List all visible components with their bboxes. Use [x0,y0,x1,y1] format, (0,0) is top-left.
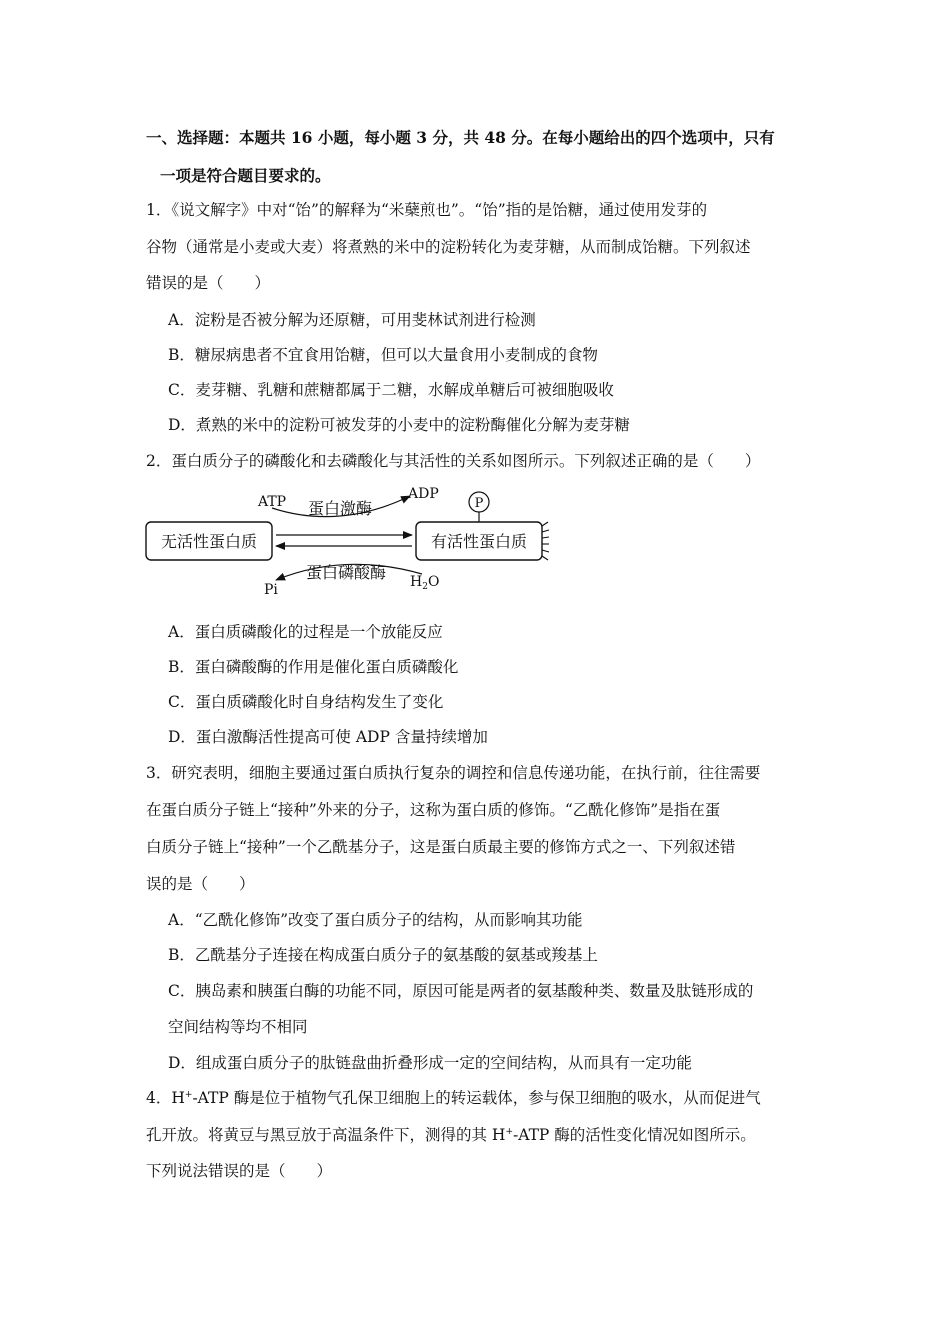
q3-stem-line3: 白质分子链上“接种”一个乙酰基分子，这是蛋白质最主要的修饰方式之一、下列叙述错 [146,838,736,856]
q4-stem-line3: 下列说法错误的是（ ） [146,1162,333,1180]
q3-stem-line1: 3．研究表明，细胞主要通过蛋白质执行复杂的调控和信息传递功能，在执行前，往往需要 [146,764,761,782]
section-header-line1: 一、选择题：本题共 16 小题，每小题 3 分，共 48 分。在每小题给出的四个选项中，只有 [146,128,775,147]
q4-stem-line2: 孔开放。将黄豆与黑豆放于高温条件下，测得的其 H+-ATP 酶的活性变化情况如图所示。 [146,1126,756,1144]
q1-option-b: B．糖尿病患者不宜食用饴糖，但可以大量食用小麦制成的食物 [168,346,598,364]
q2-option-b: B．蛋白磷酸酶的作用是催化蛋白质磷酸化 [168,658,459,676]
inactive-protein-label: 无活性蛋白质 [160,532,258,551]
kinase-label: 蛋白激酶 [308,499,373,518]
q1-option-d: D．煮熟的米中的淀粉可被发芽的小麦中的淀粉酶催化分解为麦芽糖 [168,416,630,434]
q1-stem-line1: 1．《说文解字》中对“饴”的解释为“米蘖煎也”。“饴”指的是饴糖，通过使用发芽的 [146,201,708,219]
q3-option-c-cont: 空间结构等均不相同 [168,1018,308,1036]
q1-option-a: A．淀粉是否被分解为还原糖，可用斐林试剂进行检测 [168,311,536,329]
q4-stem-line1: 4．H+-ATP 酶是位于植物气孔保卫细胞上的转运载体，参与保卫细胞的吸水，从而促进气 [146,1089,761,1107]
atp-label: ATP [258,494,287,510]
q2-stem: 2．蛋白质分子的磷酸化和去磷酸化与其活性的关系如图所示。下列叙述正确的是（ ） [146,452,761,470]
q3-option-d: D．组成蛋白质分子的肽链盘曲折叠形成一定的空间结构，从而具有一定功能 [168,1054,692,1072]
q1-stem-line3: 错误的是（ ） [146,274,271,292]
phosphatase-label: 蛋白磷酸酶 [306,563,387,582]
q2-option-d: D．蛋白激酶活性提高可使 ADP 含量持续增加 [168,728,488,746]
pi-label: Pi [264,582,278,598]
q2-option-c: C．蛋白质磷酸化时自身结构发生了变化 [168,693,444,711]
q3-stem-line4: 误的是（ ） [146,875,255,893]
phosphate-label: P [474,496,484,511]
active-protein-label: 有活性蛋白质 [430,532,528,551]
q2-option-a: A．蛋白质磷酸化的过程是一个放能反应 [168,623,443,641]
q3-option-c: C．胰岛素和胰蛋白酶的功能不同，原因可能是两者的氨基酸种类、数量及肽链形成的 [168,982,754,1000]
section-header-line2: 一项是符合题目要求的。 [160,166,331,185]
q1-stem-line2: 谷物（通常是小麦或大麦）将煮熟的米中的淀粉转化为麦芽糖，从而制成饴糖。下列叙述 [146,238,751,256]
adp-label: ADP [408,486,439,502]
q3-option-a: A．“乙酰化修饰”改变了蛋白质分子的结构，从而影响其功能 [168,911,583,929]
q3-option-b: B．乙酰基分子连接在构成蛋白质分子的氨基酸的氨基或羧基上 [168,946,598,964]
q3-stem-line2: 在蛋白质分子链上“接种”外来的分子，这称为蛋白质的修饰。“乙酰化修饰”是指在蛋 [146,801,721,819]
h2o-label: $H_2O$ [410,574,440,592]
active-protein-hairs [542,522,549,560]
q1-option-c: C．麦芽糖、乳糖和蔗糖都属于二糖，水解成单糖后可被细胞吸收 [168,381,614,399]
phosphorylation-diagram [140,482,560,602]
